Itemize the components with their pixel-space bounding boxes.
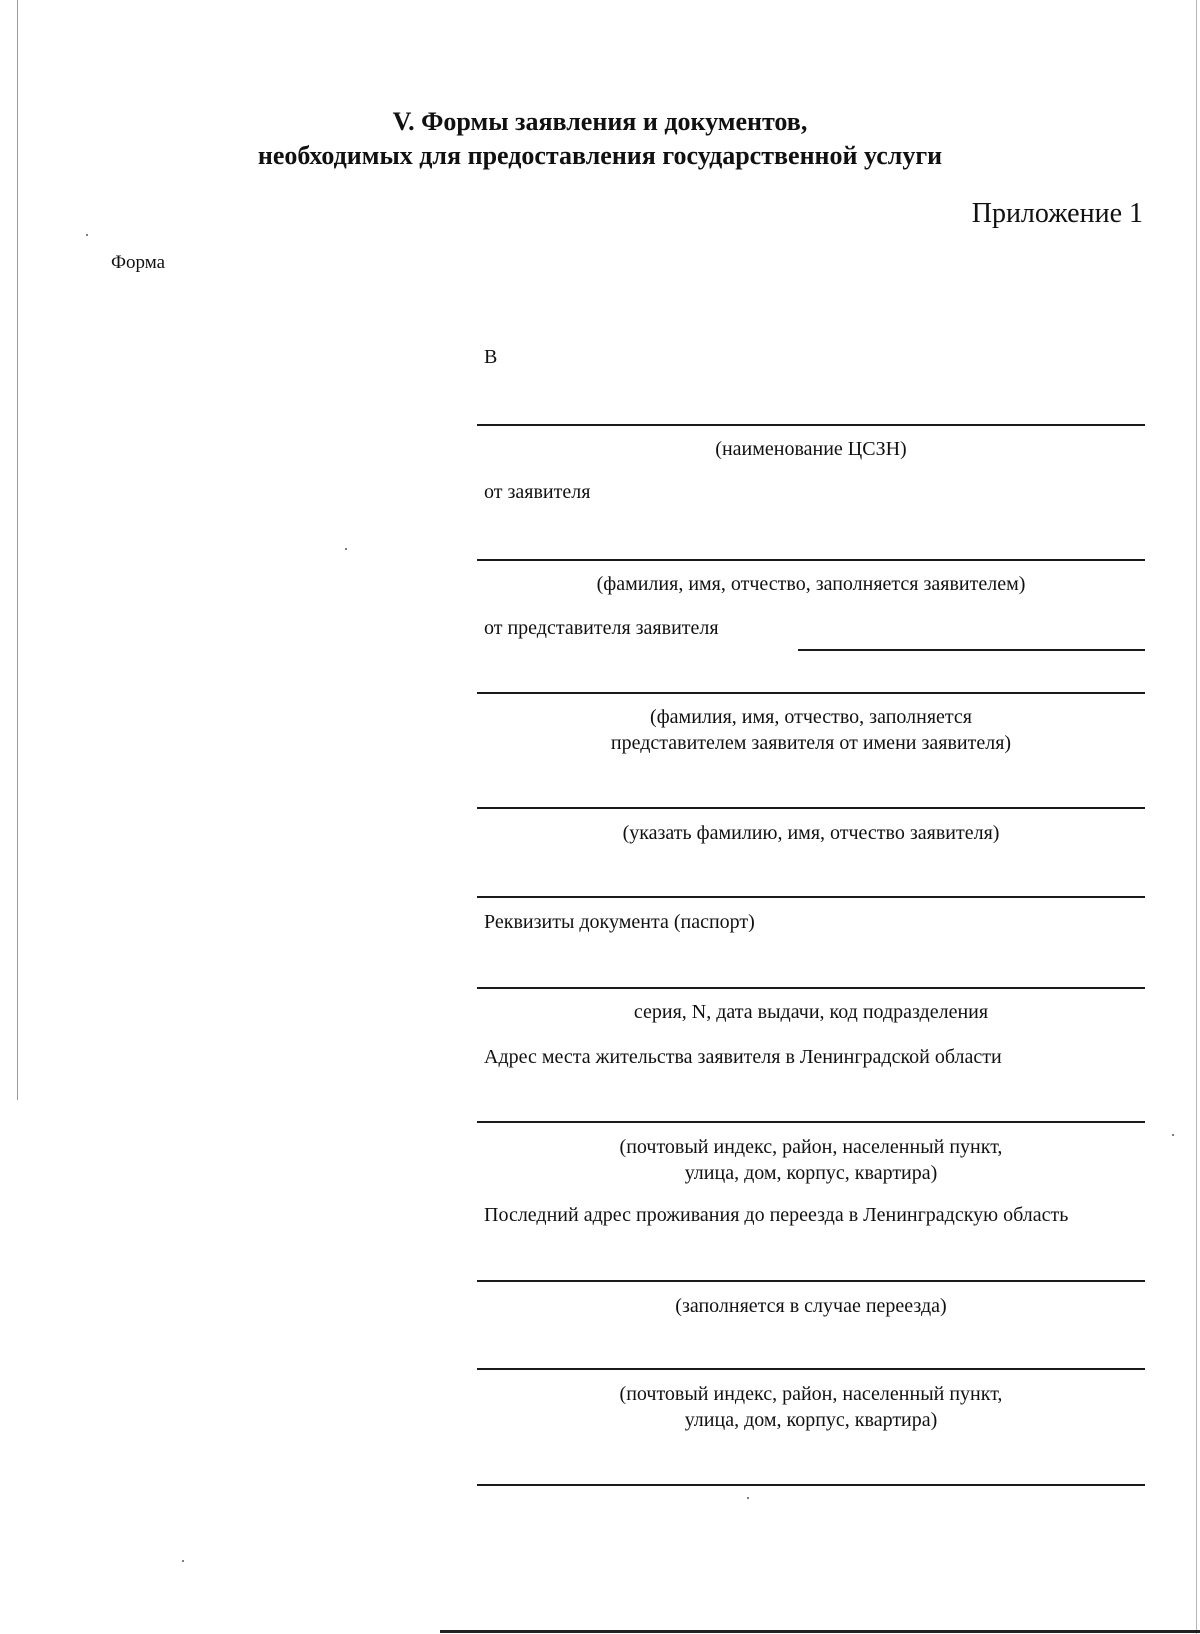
appendix-label: Приложение 1: [971, 198, 1143, 229]
scan-speck: [86, 234, 88, 236]
applicant-full-name-line: [477, 807, 1145, 809]
scan-edge-right: [1196, 0, 1197, 1634]
applicant-name-caption: (указать фамилию, имя, отчество заявителя): [622, 822, 1000, 844]
address-caption-1: (почтовый индекс, район, населенный пункт,: [619, 1136, 1003, 1158]
blank-line: [477, 896, 1145, 898]
document-details-line: [477, 987, 1145, 989]
applicant-caption: (фамилия, имя, отчество, заполняется заявителем): [596, 573, 1026, 595]
to-prefix: В: [484, 346, 498, 368]
last-address-caption-2: улица, дом, корпус, квартира): [684, 1409, 938, 1431]
last-address-caption-1: (почтовый индекс, район, населенный пункт,: [619, 1383, 1003, 1405]
last-address-details-line: [477, 1368, 1145, 1370]
last-address-label: Последний адрес проживания до переезда в Ленинградскую область: [484, 1204, 1069, 1226]
address-label: Адрес места жительства заявителя в Ленинградской области: [484, 1046, 1002, 1068]
last-address-line: [477, 1280, 1145, 1282]
czn-name-line: [477, 424, 1145, 426]
move-caption: (заполняется в случае переезда): [675, 1295, 947, 1317]
section-title-line-1: V. Формы заявления и документов,: [392, 107, 808, 136]
representative-caption-1: (фамилия, имя, отчество, заполняется: [650, 706, 972, 728]
address-caption-2: улица, дом, корпус, квартира): [684, 1162, 938, 1184]
czn-caption: (наименование ЦСЗН): [715, 438, 907, 460]
scan-speck: [345, 548, 347, 550]
representative-name-line: [477, 692, 1145, 694]
from-representative-label: от представителя заявителя: [484, 617, 719, 639]
blank-line-bottom: [477, 1484, 1145, 1486]
scan-edge-bottom: [440, 1630, 1200, 1633]
document-caption: серия, N, дата выдачи, код подразделения: [633, 1001, 989, 1023]
scan-speck: [1172, 1134, 1174, 1136]
address-line: [477, 1121, 1145, 1123]
document-label: Реквизиты документа (паспорт): [484, 911, 755, 933]
from-applicant-label: от заявителя: [484, 481, 591, 503]
section-title-line-2: необходимых для предоставления государственной услуги: [257, 141, 943, 170]
representative-caption-2: представителем заявителя от имени заявителя): [610, 732, 1012, 754]
applicant-name-line: [477, 559, 1145, 561]
scan-speck: [747, 1497, 749, 1499]
representative-short-line: [798, 649, 1145, 651]
scan-speck: [182, 1560, 184, 1562]
form-label: Форма: [111, 252, 166, 273]
